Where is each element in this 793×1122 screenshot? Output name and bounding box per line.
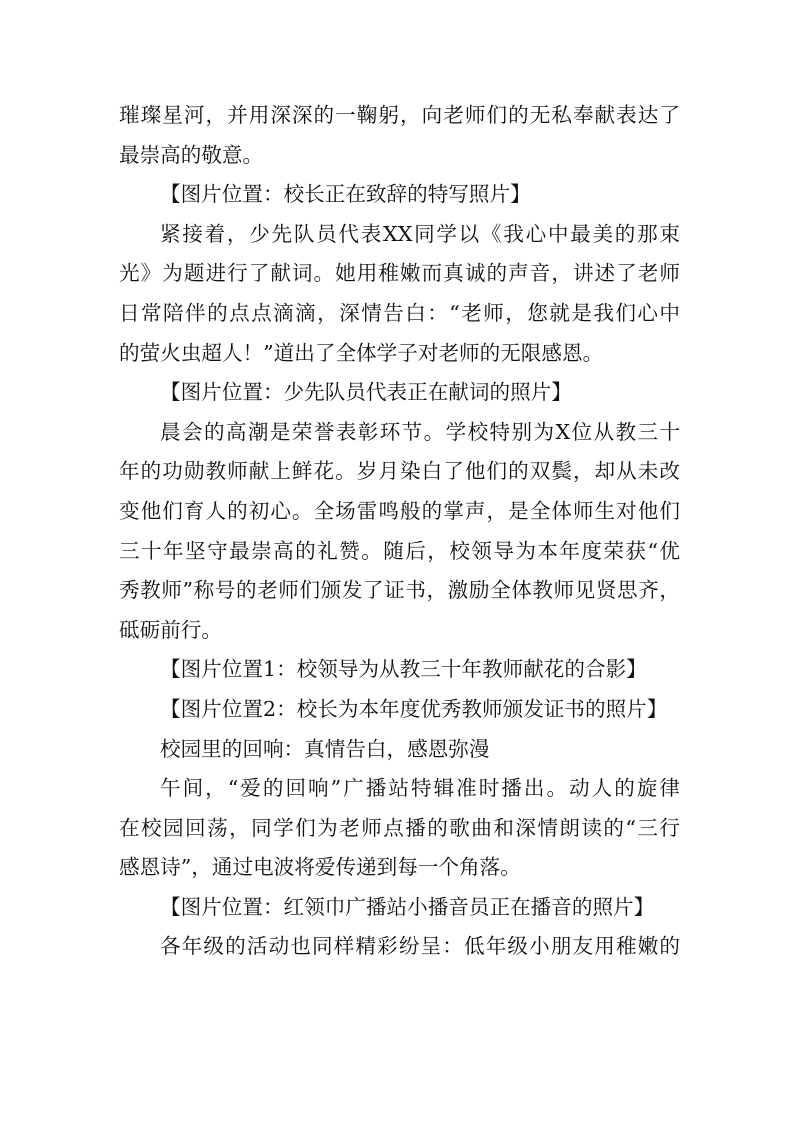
paragraph-first-line: 午间，“爱的回响”广播站特辑准时播出。动人的旋律: [160, 776, 680, 801]
text-line: 的萤火虫超人！”道出了全体学子对老师的无限感恩。: [119, 340, 604, 365]
text-line: 最崇高的敬意。: [119, 142, 264, 167]
paragraph-first-line: 紧接着，少先队员代表XX同学以《我心中最美的那束: [160, 221, 680, 246]
image-placeholder-caption: 【图片位置1：校领导为从教三十年教师献花的合影】: [160, 657, 647, 682]
paragraph-first-line: 晨会的高潮是荣誉表彰环节。学校特别为X位从教三十: [160, 419, 680, 444]
text-line: 璀璨星河，并用深深的一鞠躬，向老师们的无私奉献表达了: [119, 103, 680, 127]
image-placeholder-caption: 【图片位置：红领巾广播站小播音员正在播音的照片】: [160, 894, 655, 919]
text-line: 变他们育人的初心。全场雷鸣般的掌声，是全体师生对他们: [119, 498, 680, 523]
text-line: 日常陪伴的点点滴滴，深情告白：“老师，您就是我们心中: [119, 300, 680, 325]
document-body: [119, 96, 680, 967]
text-line: 三十年坚守最崇高的礼赞。随后，校领导为本年度荣获“优: [119, 538, 680, 563]
text-line: 在校园回荡，同学们为老师点播的歌曲和深情朗读的“三行: [119, 815, 680, 840]
text-line: 砥砺前行。: [119, 617, 222, 642]
image-placeholder-caption: 【图片位置：少先队员代表正在献词的照片】: [160, 380, 572, 405]
image-placeholder-caption: 【图片位置：校长正在致辞的特写照片】: [160, 182, 531, 207]
text-line: 年的功勋教师献上鲜花。岁月染白了他们的双鬓，却从未改: [119, 459, 680, 484]
text-line: 光》为题进行了献词。她用稚嫩而真诚的声音，讲述了老师: [119, 261, 680, 286]
paragraph-first-line: 各年级的活动也同样精彩纷呈：低年级小朋友用稚嫩的: [160, 934, 680, 959]
section-heading: 校园里的回响：真情告白，感恩弥漫: [160, 736, 490, 761]
text-line: 感恩诗”，通过电波将爱传递到每一个角落。: [119, 855, 521, 880]
image-placeholder-caption: 【图片位置2：校长为本年度优秀教师颁发证书的照片】: [160, 696, 668, 721]
text-line: 秀教师”称号的老师们颁发了证书，激励全体教师见贤思齐，: [119, 578, 680, 603]
